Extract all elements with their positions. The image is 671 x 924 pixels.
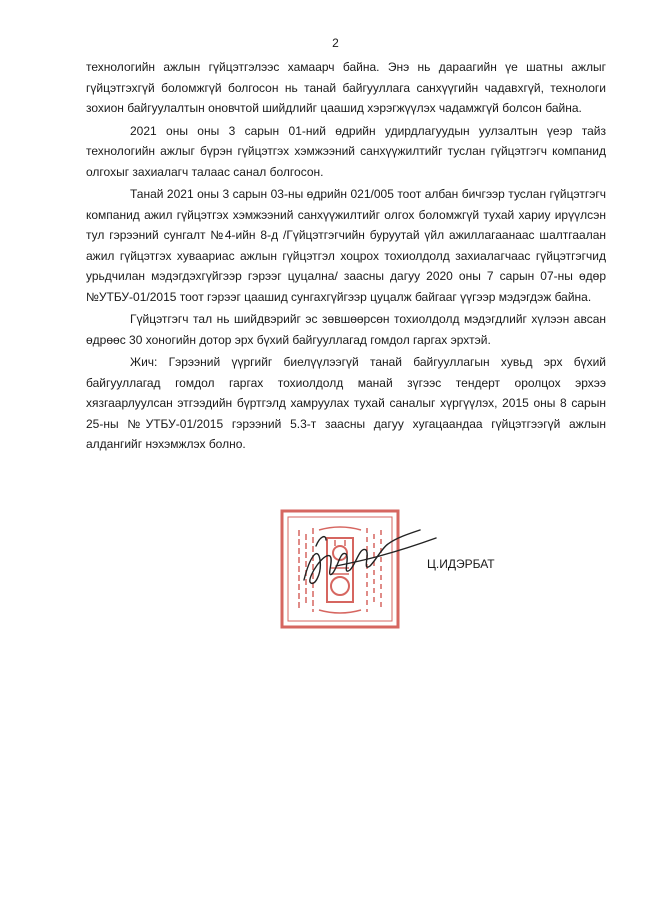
paragraph-5: Жич: Гэрээний үүргийг биелүүлээгүй танай байгууллагын хувьд эрх бүхий байгууллагад гомдол гаргах тохиолдолд манай зүгээс тендерт оролцох эрхээ хязгаарлуулсан этгээдийн бүртгэлд хамруулах тухай саналыг хүргүүлэх, 2015 оны 8 сарын 25-ны №УТБУ-01/2015 гэрээний 5.3-т заасны дагуу хугацаандаа гүйцэтгээгүй ажлын алдангийг нэхэмжлэх болно. <box>86 355 606 451</box>
document-body <box>86 57 606 457</box>
paragraph-2: 2021 оны оны 3 сарын 01-ний өдрийн удирдлагуудын уулзалтын үеэр тайз технологийн ажлыг бүрэн гүйцэтгэх хэмжээний санхүүжилтийг туслан гүйцэтгэгч компанид олгохыг захиалагч талаас санал болгосон. <box>86 123 606 179</box>
paragraph-1: технологийн ажлын гүйцэтгэлээс хамаарч байна. Энэ нь дараагийн үе шатны ажлыг гүйцэтгэхгүй боломжгүй болгосон нь танай байгууллага санхүүгийн чадавхгүй, технологи зохион байгуулалтын оновчтой шийдлийг цаашид хэрэгжүүлэх чадамжгүй болсон байна. <box>86 60 606 115</box>
handwritten-signature <box>296 516 446 596</box>
paragraph-3: Танай 2021 оны 3 сарын 03-ны өдрийн 021/005 тоот албан бичгээр туслан гүйцэтгэгч компанид ажил гүйцэтгэх хэмжээний санхүүжилтийг олгох боломжгүй тухай хариу ирүүлсэн тул гэрээний сунгалт №4-ийн 8-д /Гүйцэтгэгчийн буруутай үйл ажиллагаанаас шалтгаалан ажил гүйцэтгэх хуваариас ажлын гүйцэтгэл хоцрох тохиолдолд захиалагчаас гүйцэтгэгчид урьдчилан мэдэгдэхгүйгээр гэрээг цуцална/ заасны дагуу 2020 оны 7 сарын 07-ны өдөр №УТБУ-01/2015 тоот гэрээг цаашид сунгахгүйгээр цуцалж байгааг үүгээр мэдэгдэж байна. <box>86 187 606 304</box>
page-number: 2 <box>332 36 339 50</box>
paragraph-4: Гүйцэтгэгч тал нь шийдвэрийг эс зөвшөөрсөн тохиолдолд мэдэгдлийг хүлээн авсан өдрөөс 30 хоногийн дотор эрх бүхий байгууллагад гомдол гаргах эрхтэй. <box>86 312 606 347</box>
signer-name: Ц.ИДЭРБАТ <box>427 557 495 571</box>
